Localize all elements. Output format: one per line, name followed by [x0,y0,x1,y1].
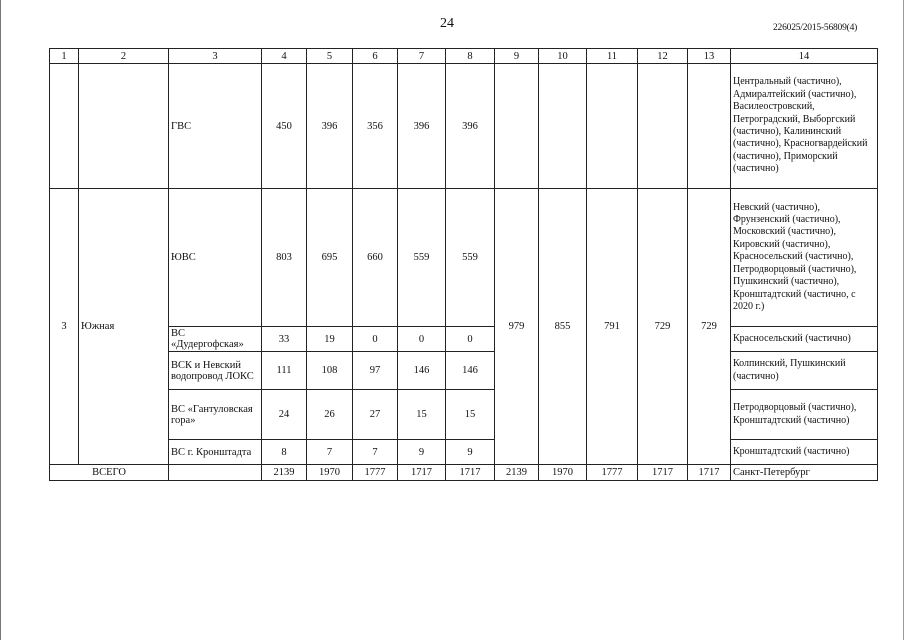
total-district: Санкт-Петербург [731,465,878,481]
column-number: 4 [262,49,307,64]
value-cell: 660 [353,189,398,327]
column-number: 6 [353,49,398,64]
total-value: 1717 [638,465,688,481]
total-label: ВСЕГО [50,465,169,481]
value-cell: 396 [307,64,353,189]
value-cell: 111 [262,352,307,390]
column-number: 1 [50,49,79,64]
value-cell: 559 [446,189,495,327]
empty-cell [495,64,539,189]
total-value: 1970 [539,465,587,481]
empty-cell [169,465,262,481]
document-code: 226025/2015-56809(4) [773,23,858,33]
zone-name: Южная [79,189,169,465]
empty-cell [688,64,731,189]
zone-total-cell: 791 [587,189,638,465]
empty-cell [638,64,688,189]
value-cell: 15 [398,390,446,440]
total-row [50,465,878,481]
value-cell: 33 [262,327,307,352]
system-name: ВС «Дудергофская» [169,327,262,352]
value-cell: 7 [353,440,398,465]
total-value: 1970 [307,465,353,481]
table-row [50,327,878,352]
total-value: 1717 [446,465,495,481]
value-cell: 27 [353,390,398,440]
column-number: 5 [307,49,353,64]
column-number: 3 [169,49,262,64]
table-row [50,189,878,327]
system-name: ВСК и Невский водопровод ЛОКС [169,352,262,390]
column-number: 9 [495,49,539,64]
value-cell: 396 [446,64,495,189]
total-value: 1777 [587,465,638,481]
column-number-row [50,49,878,64]
total-value: 2139 [262,465,307,481]
zone-number: 3 [50,189,79,465]
empty-cell [539,64,587,189]
total-value: 1777 [353,465,398,481]
total-value: 2139 [495,465,539,481]
value-cell: 695 [307,189,353,327]
value-cell: 24 [262,390,307,440]
column-number: 10 [539,49,587,64]
districts-cell: Красносельский (частично) [731,327,878,352]
value-cell: 97 [353,352,398,390]
value-cell: 0 [353,327,398,352]
value-cell: 396 [398,64,446,189]
districts-cell: Невский (частично), Фрунзенский (частично), Московский (частично), Кировский (частично), Красносельский (частично), Петродворцовый (частично), Пушкинский (частично), Кронштадтский (частично, с 2020 г.) [731,189,878,327]
system-name: ГВС [169,64,262,189]
zone-number-cell [50,64,79,189]
page-left-edge [0,0,1,640]
value-cell: 356 [353,64,398,189]
zone-total-cell: 855 [539,189,587,465]
districts-cell: Петродворцовый (частично), Кронштадтский (частично) [731,390,878,440]
zone-total-cell: 729 [688,189,731,465]
table-row [50,64,878,189]
districts-cell: Кронштадтский (частично) [731,440,878,465]
value-cell: 0 [446,327,495,352]
value-cell: 146 [398,352,446,390]
value-cell: 9 [446,440,495,465]
value-cell: 19 [307,327,353,352]
value-cell: 108 [307,352,353,390]
value-cell: 8 [262,440,307,465]
total-value: 1717 [688,465,731,481]
column-number: 14 [731,49,878,64]
system-name: ВС г. Кронштадта [169,440,262,465]
water-supply-table [49,48,878,481]
table-row [50,352,878,390]
column-number: 12 [638,49,688,64]
column-number: 11 [587,49,638,64]
column-number: 7 [398,49,446,64]
total-value: 1717 [398,465,446,481]
value-cell: 0 [398,327,446,352]
empty-cell [587,64,638,189]
value-cell: 15 [446,390,495,440]
table-row [50,440,878,465]
zone-name-cell [79,64,169,189]
page-number: 24 [440,16,454,31]
value-cell: 9 [398,440,446,465]
value-cell: 26 [307,390,353,440]
column-number: 8 [446,49,495,64]
value-cell: 559 [398,189,446,327]
zone-total-cell: 979 [495,189,539,465]
districts-cell: Колпинский, Пушкинский (частично) [731,352,878,390]
value-cell: 803 [262,189,307,327]
system-name: ЮВС [169,189,262,327]
system-name: ВС «Гантуловская гора» [169,390,262,440]
table-row [50,390,878,440]
zone-total-cell: 729 [638,189,688,465]
page-right-edge [903,0,904,640]
column-number: 2 [79,49,169,64]
value-cell: 450 [262,64,307,189]
column-number: 13 [688,49,731,64]
value-cell: 7 [307,440,353,465]
districts-cell: Центральный (частично), Адмиралтейский (частично), Василеостровский, Петроградский, Выборгский (частично), Калининский (частично), Красногвардейский (частично), Приморский (частично) [731,64,878,189]
value-cell: 146 [446,352,495,390]
